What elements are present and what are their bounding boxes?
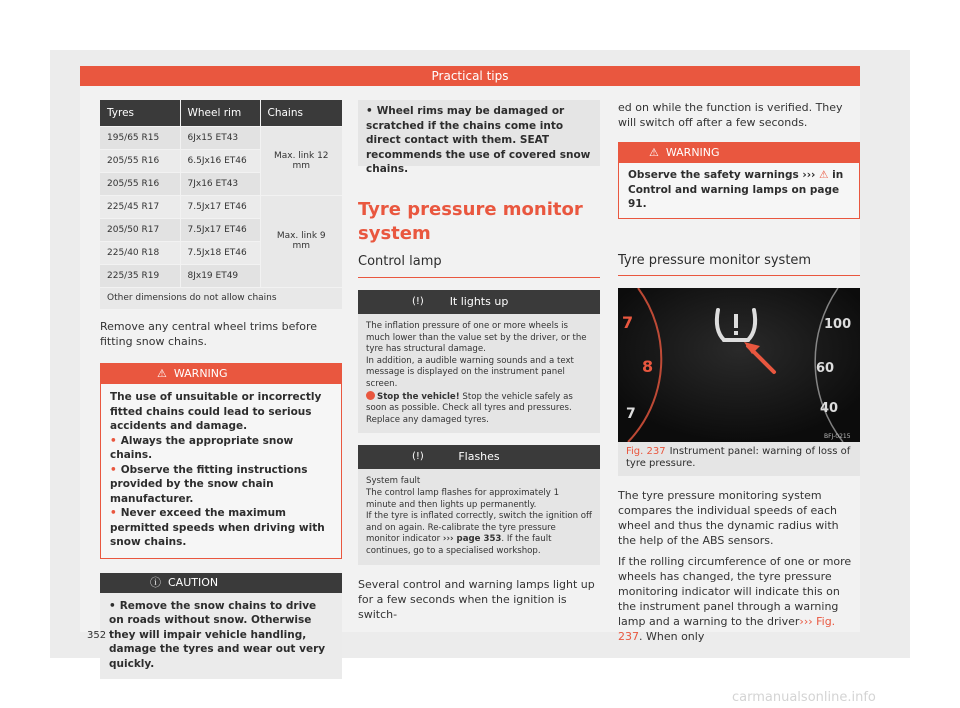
instrument-panel-image <box>618 288 860 442</box>
bullet-icon: • <box>110 507 117 519</box>
lamp-state-body <box>358 469 600 564</box>
warning-box <box>618 142 860 219</box>
table-header: Wheel rim <box>180 100 260 126</box>
lamp-text: The inflation pressure of one or more wheels is much lower than the value set by the driver, or the tyre has structural damage. <box>366 321 587 355</box>
warning-text: in Control and warning lamps on page 91. <box>628 169 844 210</box>
paragraph-text: If the rolling circumference of one or more wheels has changed, the tyre pressure monitoring indicator will indicate this on the instrument panel through a warning lamp and a warning to the driver <box>618 554 852 628</box>
table-header: Chains <box>260 100 342 126</box>
warning-triangle-icon: ⚠ <box>649 146 659 159</box>
warning-header <box>619 143 859 163</box>
subsection-heading: Control lamp <box>358 254 600 278</box>
warning-body <box>619 163 859 218</box>
warning-intro: The use of unsuitable or incorrectly fitted chains could lead to serious accidents and damage. <box>110 391 322 432</box>
bullet-icon: • <box>110 463 117 476</box>
table-cell: 7.5Jx17 ET46 <box>180 218 260 241</box>
table-cell: 8Jx19 ET49 <box>180 264 260 287</box>
body-paragraph <box>618 554 860 644</box>
body-paragraph: The tyre pressure monitoring system compares the individual speeds of each wheel and thus the dynamic radius with the help of the ABS sensors. <box>618 488 839 547</box>
info-item-text: Wheel rims may be damaged or scratched if the chains come into direct contact with them. SEAT recommends the use of covered snow chains. <box>366 105 591 175</box>
table-cell-chains: Max. link 12 mm <box>260 126 342 195</box>
stop-symbol-icon <box>366 391 375 400</box>
warning-item <box>110 434 333 463</box>
table-header-row <box>100 100 342 126</box>
page-reference-link[interactable]: ››› page 353 <box>442 534 502 545</box>
table-cell: 205/50 R17 <box>100 218 180 241</box>
instrument-panel-figure <box>618 288 860 442</box>
lamp-state-title: Flashes <box>458 450 500 464</box>
bullet-icon: • <box>366 105 373 117</box>
tyre-pressure-lamp-icon: (!) <box>412 451 424 463</box>
info-circle-icon: ⓘ <box>150 575 161 589</box>
bullet-icon: • <box>109 599 116 612</box>
column-1 <box>100 100 342 679</box>
gauge-label: 60 <box>816 360 835 376</box>
gauge-label: 40 <box>820 400 839 416</box>
table-cell: 7.5Jx18 ET46 <box>180 241 260 264</box>
watermark: carmanualsonline.info <box>732 690 876 705</box>
warning-header <box>101 364 341 384</box>
table-row <box>100 126 342 149</box>
lamp-text <box>366 511 592 557</box>
warning-item-text: Observe the fitting instructions provided by the snow chain manufacturer. <box>110 463 308 505</box>
bullet-icon: • <box>110 434 117 447</box>
subsection-heading: Tyre pressure monitor system <box>618 253 860 276</box>
lamp-text: The control lamp flashes for approximately 1 minute and then lights up permanently. <box>366 487 560 510</box>
warning-item <box>110 506 333 550</box>
table-row <box>100 195 342 218</box>
column-2 <box>358 100 600 622</box>
lamp-text-part: . If the fault continues, go to a specialised workshop. <box>366 534 552 556</box>
table-cell: 6.5Jx16 ET46 <box>180 149 260 172</box>
stop-label: Stop the vehicle! <box>377 391 460 402</box>
warning-title: WARNING <box>665 146 720 159</box>
figure-caption-text: Instrument panel: warning of loss of tyre pressure. <box>626 445 851 469</box>
table-footnote: Other dimensions do not allow chains <box>100 287 342 309</box>
section-heading: Tyre pressure monitor system <box>358 199 583 244</box>
table-header: Tyres <box>100 100 180 126</box>
lamp-text: In addition, a audible warning sounds and a text message is displayed on the instrument panel screen. <box>366 355 574 389</box>
table-cell-chains: Max. link 9 mm <box>260 195 342 287</box>
table-cell: 7.5Jx17 ET46 <box>180 195 260 218</box>
warning-triangle-icon: ⚠ <box>819 169 829 181</box>
lamp-state-body <box>358 314 600 433</box>
lamp-text-part: If the tyre is inflated correctly, switch the ignition off and on again. Re-calibrate the tyre pressure monitor indicator <box>366 511 592 545</box>
header-title: Practical tips <box>431 69 509 83</box>
lamp-state-bar <box>358 445 600 469</box>
figure-caption <box>618 442 860 476</box>
table-cell: 225/40 R18 <box>100 241 180 264</box>
table-cell: 195/65 R15 <box>100 126 180 149</box>
warning-body <box>101 384 341 558</box>
caution-header <box>100 573 342 593</box>
body-paragraph: ed on while the function is verified. They will switch off after a few seconds. <box>618 101 843 129</box>
gauge-label: 7 <box>622 312 634 332</box>
warning-item-text: Never exceed the maximum permitted speeds when driving with snow chains. <box>110 507 325 548</box>
table-cell: 205/55 R16 <box>100 172 180 195</box>
gauge-label: 7 <box>626 405 636 422</box>
table-cell: 205/55 R16 <box>100 149 180 172</box>
column-3 <box>618 100 860 644</box>
lamp-stop-line <box>366 391 592 427</box>
warning-text: Observe the safety warnings ››› <box>628 169 816 181</box>
figure-number: Fig. 237 <box>626 445 666 457</box>
warning-triangle-icon: ⚠ <box>157 367 167 380</box>
page-number: 352 <box>87 630 107 641</box>
tyre-chain-table <box>100 100 342 309</box>
warning-item <box>110 463 333 507</box>
paragraph-text: . When only <box>639 629 705 643</box>
table-cell: 225/45 R17 <box>100 195 180 218</box>
gauge-label: 8 <box>642 356 654 376</box>
table-footer-row <box>100 287 342 309</box>
body-paragraph: Remove any central wheel trims before fitting snow chains. <box>100 320 318 348</box>
warning-box <box>100 363 342 559</box>
stop-text: Stop the vehicle safely as soon as possible. Check all tyres and pressures. Replace any damaged tyres. <box>366 391 573 425</box>
table-cell: 6Jx15 ET43 <box>180 126 260 149</box>
figure-code: BFJ-0215 <box>824 432 851 440</box>
table-cell: 7Jx16 ET43 <box>180 172 260 195</box>
caution-item-text: Remove the snow chains to drive on roads without snow. Otherwise they will impair vehicle handling, damage the tyres and wear out very quickly. <box>109 599 326 670</box>
page-header <box>80 66 860 86</box>
warning-title: WARNING <box>173 367 228 380</box>
lamp-state-bar <box>358 290 600 314</box>
body-paragraph: Several control and warning lamps light up for a few seconds when the ignition is switch- <box>358 577 595 621</box>
caution-item <box>109 599 334 672</box>
figure-reference-link[interactable]: ››› Fig. 237 <box>618 614 836 643</box>
lamp-text: System fault <box>366 476 421 487</box>
warning-item-text: Always the appropriate snow chains. <box>110 434 294 461</box>
caution-box <box>100 573 342 680</box>
info-continuation-box <box>358 100 600 175</box>
caution-title: CAUTION <box>168 575 219 589</box>
tyre-pressure-lamp-icon: (!) <box>412 296 424 307</box>
table-cell: 225/35 R19 <box>100 264 180 287</box>
caution-body <box>100 593 342 680</box>
gauge-label: 100 <box>824 316 852 332</box>
lamp-state-title: It lights up <box>449 295 509 308</box>
